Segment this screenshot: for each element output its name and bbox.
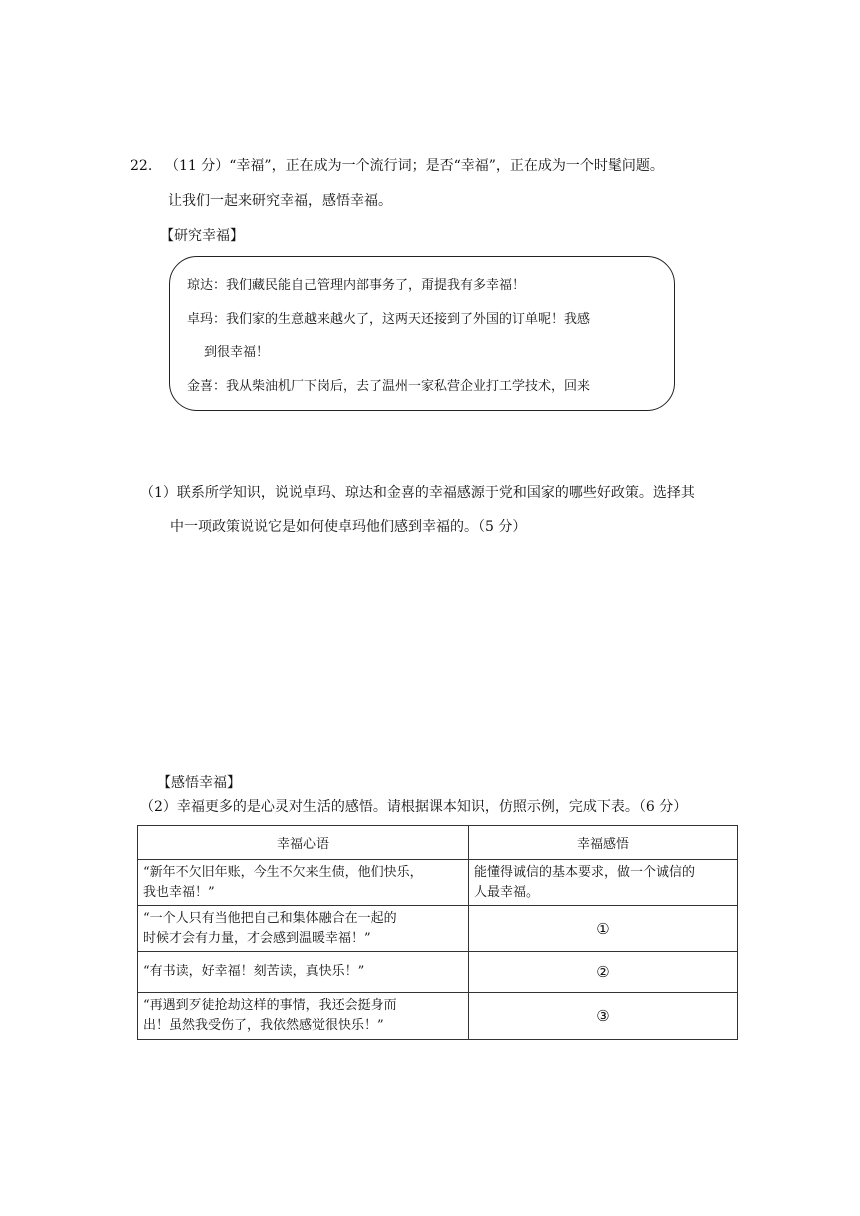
cell-text-line: 能懂得诚信的基本要求，做一个诚信的 [474,864,696,880]
answer-blank-2: ② [469,952,738,993]
dialogue-line-zhuoma: 卓玛：我们家的生意越来越火了，这两天还接到了外国的订单呢！我感 [187,312,591,327]
table-header-row [138,826,738,860]
cell-text-line: “新年不欠旧年账，今生不欠来生债，他们快乐， [143,864,423,880]
question-intro-line2: 让我们一起来研究幸福，感悟幸福。 [168,193,392,209]
part1-question-line2: 中一项政策说说它是如何使卓玛他们感到幸福的。（5 分） [170,519,527,535]
table-cell-words [138,952,469,993]
table-row [138,993,738,1040]
dialogue-line-jinxi: 金喜：我从柴油机厂下岗后，去了温州一家私营企业打工学技术，回来 [187,379,591,394]
part1-question-line1: （1）联系所学知识，说说卓玛、琼达和金喜的幸福感源于党和国家的哪些好政策。选择其 [140,485,695,501]
happiness-table [137,825,738,1040]
cell-text-line: “一个人只有当他把自己和集体融合在一起的 [143,910,397,926]
cell-text-line: 我也幸福！” [143,884,215,900]
section-title-feel: 【感悟幸福】 [157,775,241,791]
table-cell-words [138,906,469,952]
cell-text-line: 时候才会有力量，才会感到温暖幸福！” [143,930,371,946]
cell-text-line: “再遇到歹徒抢劫这样的事情，我还会挺身而 [143,998,397,1013]
cell-text-line: 人最幸福。 [474,884,540,900]
cell-text-line: 出！虽然我受伤了，我依然感觉很快乐！” [143,1018,384,1033]
table-row [138,906,738,952]
dialogue-line-qiongda: 琼达：我们藏民能自己管理内部事务了，甭提我有多幸福！ [187,278,526,293]
table-cell-words [138,993,469,1040]
part2-question: （2）幸福更多的是心灵对生活的感悟。请根据课本知识，仿照示例，完成下表。（6 分） [140,799,688,815]
dialogue-line-zhuoma-cont: 到很幸福！ [204,345,270,360]
table-cell-words [138,860,469,906]
dialogue-bubble [169,256,675,411]
table-header-words: 幸福心语 [138,826,469,860]
section-title-research: 【研究幸福】 [160,228,244,244]
cell-text-line: “有书读，好幸福！刻苦读，真快乐！” [143,964,365,979]
table-row [138,860,738,906]
question-intro-line1: （11 分）“幸福”，正在成为一个流行词；是否“幸福”，正在成为一个时髦问题。 [165,158,664,174]
question-number: 22. [130,158,153,174]
table-cell-insight [469,860,738,906]
answer-blank-3: ③ [469,993,738,1040]
answer-blank-1: ① [469,906,738,952]
table-header-insight: 幸福感悟 [469,826,738,860]
table-row [138,952,738,993]
